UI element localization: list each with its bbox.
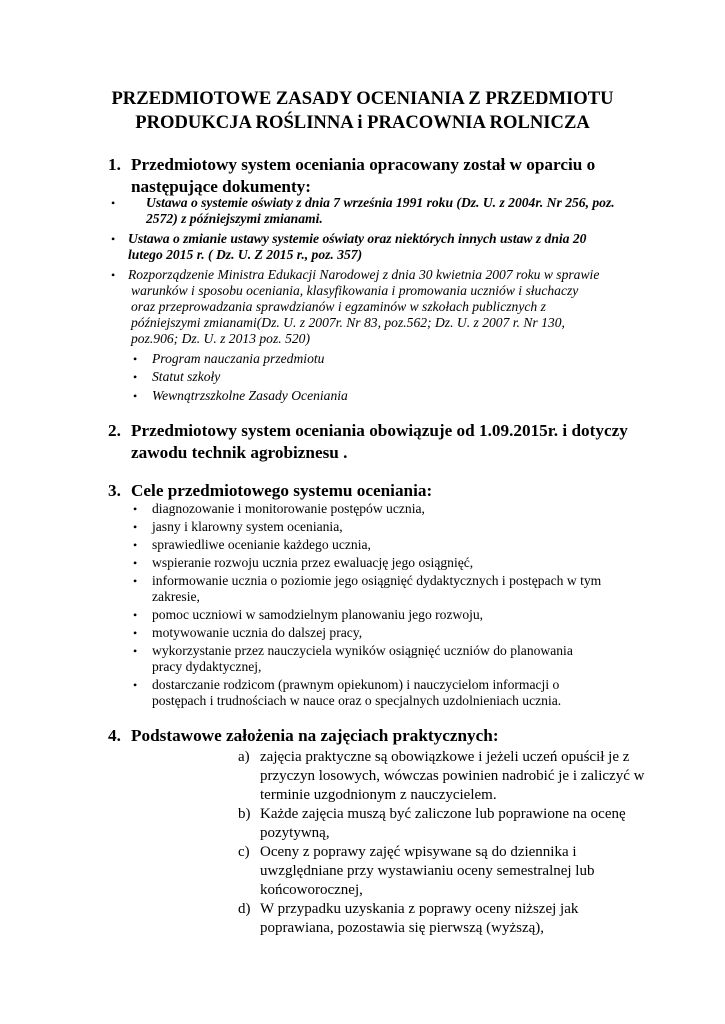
rule-d-line-2: poprawiana, pozostawia się pierwszą (wyższą), [260, 920, 545, 936]
rule-a-line-1: zajęcia praktyczne są obowiązkowe i jeżeli uczeń opuścił je z [260, 749, 630, 765]
bullet-icon: • [111, 232, 116, 246]
section-number: 3. [108, 481, 121, 500]
document-1-line-1: Ustawa o systemie oświaty z dnia 7 września 1991 roku (Dz. U. z 2004r. Nr 256, poz. [146, 195, 615, 210]
rule-c-line-1: Oceny z poprawy zajęć wpisywane są do dziennika i [260, 844, 577, 860]
section-heading-line: Cele przedmiotowego systemu oceniania: [131, 481, 433, 500]
list-marker-a: a) [238, 749, 250, 765]
document-4: Program nauczania przedmiotu [152, 351, 325, 366]
section-number: 2. [108, 421, 121, 440]
document-6: Wewnątrzszkolne Zasady Oceniania [152, 388, 348, 403]
section-4-heading [108, 725, 648, 747]
rule-a-line-2: przyczyn losowych, wówczas powinien nadrobić je i zaliczyć w [260, 768, 645, 784]
document-3-line-5: poz.906; Dz. U. z 2013 poz. 520) [131, 331, 310, 346]
bullet-icon: • [133, 626, 138, 640]
document-3-line-1: Rozporządzenie Ministra Edukacji Narodowej z dnia 30 kwietnia 2007 roku w sprawie [128, 267, 600, 282]
bullet-icon: • [111, 268, 116, 282]
list-marker-d: d) [238, 901, 251, 917]
bullet-icon: • [133, 520, 138, 534]
bullet-icon: • [133, 352, 138, 366]
document-2-line-2: lutego 2015 r. ( Dz. U. Z 2015 r., poz. 357) [128, 247, 363, 262]
bullet-icon: • [133, 574, 138, 588]
rule-c-line-3: końcoworocznej, [260, 882, 363, 898]
document-3-line-2: warunków i sposobu oceniania, klasyfikowania i promowania uczniów i słuchaczy [131, 283, 579, 298]
bullet-icon: • [133, 556, 138, 570]
rule-b-line-1: Każde zajęcia muszą być zaliczone lub poprawione na ocenę [260, 806, 626, 822]
list-marker-c: c) [238, 844, 250, 860]
document-2-line-1: Ustawa o zmianie ustawy systemie oświaty oraz niektórych innych ustaw z dnia 20 [128, 231, 587, 246]
section-2-heading [108, 420, 648, 464]
document-5: Statut szkoły [152, 369, 221, 384]
section-heading-line: Przedmiotowy system oceniania obowiązuje od 1.09.2015r. i dotyczy [131, 421, 628, 440]
section-1-heading [108, 154, 648, 198]
bullet-icon: • [133, 370, 138, 384]
document-3-line-3: oraz przeprowadzania sprawdzianów i egzaminów w szkołach publicznych z [131, 299, 546, 314]
goal-7: motywowanie ucznia do dalszej pracy, [152, 625, 363, 640]
rule-c-line-2: uwzględniane przy wystawianiu oceny semestralnej lub [260, 863, 595, 879]
bullet-icon: • [133, 608, 138, 622]
goal-4: wspieranie rozwoju ucznia przez ewaluację jego osiągnięć, [152, 555, 474, 570]
rule-b-line-2: pozytywną, [260, 825, 330, 841]
goal-9-line-2: postępach i trudnościach w nauce oraz o specjalnych uzdolnieniach ucznia. [152, 693, 562, 708]
list-marker-b: b) [238, 806, 251, 822]
section-number: 1. [108, 155, 121, 174]
bullet-icon: • [111, 196, 116, 210]
goal-8-line-2: pracy dydaktycznej, [152, 659, 262, 674]
goal-3: sprawiedliwe ocenianie każdego ucznia, [152, 537, 371, 552]
goal-5-line-1: informowanie ucznia o poziomie jego osiągnięć dydaktycznych i postępach w tym [152, 573, 602, 588]
bullet-icon: • [133, 389, 138, 403]
document-title-line-2: PRODUKCJA ROŚLINNA i PRACOWNIA ROLNICZA [135, 112, 590, 133]
section-number: 4. [108, 726, 121, 745]
bullet-icon: • [133, 502, 138, 516]
document-title-line-1: PRZEDMIOTOWE ZASADY OCENIANIA Z PRZEDMIOTU [111, 88, 614, 109]
rule-d-line-1: W przypadku uzyskania z poprawy oceny niższej jak [260, 901, 579, 917]
rule-a-line-3: terminie uzgodnionym z nauczycielem. [260, 787, 497, 803]
bullet-icon: • [133, 538, 138, 552]
goal-9-line-1: dostarczanie rodzicom (prawnym opiekunom) i nauczycielom informacji o [152, 677, 560, 692]
section-heading-line: Przedmiotowy system oceniania opracowany został w oparciu o [131, 155, 596, 174]
section-3-heading [108, 480, 648, 502]
section-heading-line: Podstawowe założenia na zajęciach praktycznych: [131, 726, 499, 745]
section-heading-line: następujące dokumenty: [131, 177, 311, 196]
document-3-line-4: późniejszymi zmianami(Dz. U. z 2007r. Nr 83, poz.562; Dz. U. z 2007 r. Nr 130, [131, 315, 565, 330]
document-1-line-2: 2572) z późniejszymi zmianami. [146, 211, 323, 226]
bullet-icon: • [133, 644, 138, 658]
goal-6: pomoc uczniowi w samodzielnym planowaniu jego rozwoju, [152, 607, 484, 622]
bullet-icon: • [133, 678, 138, 692]
goal-5-line-2: zakresie, [152, 589, 200, 604]
goal-8-line-1: wykorzystanie przez nauczyciela wyników osiągnięć uczniów do planowania [152, 643, 573, 658]
goal-2: jasny i klarowny system oceniania, [152, 519, 343, 534]
goal-1: diagnozowanie i monitorowanie postępów ucznia, [152, 501, 425, 516]
section-heading-line: zawodu technik agrobiznesu . [131, 443, 348, 462]
